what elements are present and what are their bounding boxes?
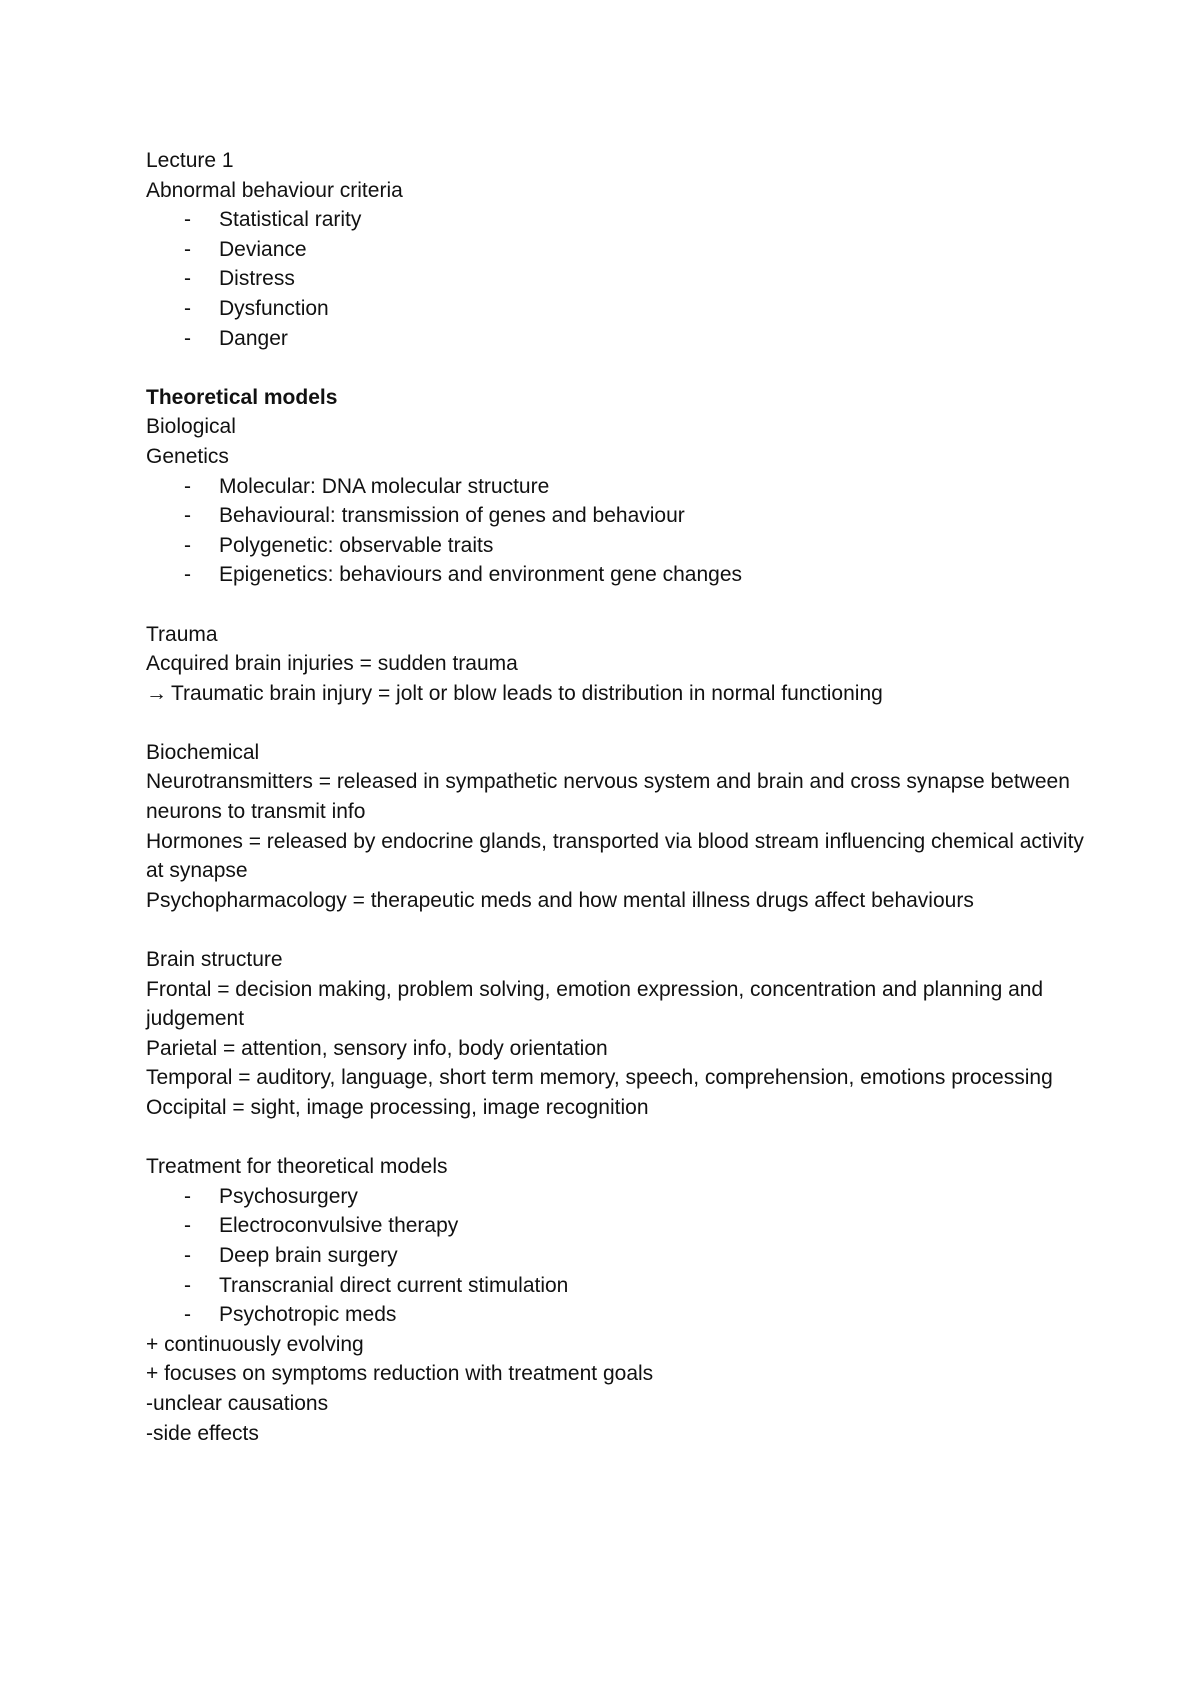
temporal-text: Temporal = auditory, language, short term memory, speech, comprehension, emotions processing bbox=[146, 1066, 1053, 1090]
trauma-line-2 bbox=[146, 679, 1106, 709]
dash-bullet: - bbox=[184, 326, 191, 350]
list-item-text: Deviance bbox=[219, 237, 307, 261]
spacer bbox=[146, 708, 1106, 738]
dash-bullet: - bbox=[184, 474, 191, 498]
dash-bullet: - bbox=[184, 533, 191, 557]
list-item-text: Statistical rarity bbox=[219, 208, 362, 232]
dash-bullet: - bbox=[184, 1214, 191, 1238]
brain-structure-heading: Brain structure bbox=[146, 948, 283, 972]
dash-bullet: - bbox=[184, 1303, 191, 1327]
arrow-right-icon: → bbox=[146, 681, 167, 705]
list-item bbox=[146, 324, 1106, 354]
trauma-line-2-text: Traumatic brain injury = jolt or blow leads to distribution in normal functioning bbox=[171, 681, 883, 705]
list-item bbox=[146, 205, 1106, 235]
list-item-text: Deep brain surgery bbox=[219, 1243, 398, 1267]
list-item bbox=[146, 264, 1106, 294]
neurotransmitters-text: Neurotransmitters = released in sympathetic nervous system and brain and cross synapse between neurons to transmit info bbox=[146, 770, 1070, 824]
spacer bbox=[146, 1123, 1106, 1153]
list-item-text: Behavioural: transmission of genes and behaviour bbox=[219, 504, 685, 528]
list-item-text: Epigenetics: behaviours and environment gene changes bbox=[219, 563, 743, 587]
dash-bullet: - bbox=[184, 267, 191, 291]
parietal-text: Parietal = attention, sensory info, body orientation bbox=[146, 1036, 608, 1060]
list-item-text: Molecular: DNA molecular structure bbox=[219, 474, 550, 498]
genetics-subheading: Genetics bbox=[146, 444, 229, 468]
spacer bbox=[146, 590, 1106, 620]
list-item bbox=[146, 560, 1106, 590]
list-item bbox=[146, 472, 1106, 502]
lecture-title: Lecture 1 bbox=[146, 149, 234, 172]
list-item-text: Distress bbox=[219, 267, 295, 291]
pro-note: + continuously evolving bbox=[146, 1332, 364, 1356]
list-item bbox=[146, 1241, 1106, 1271]
trauma-line-1: Acquired brain injuries = sudden trauma bbox=[146, 652, 518, 676]
dash-bullet: - bbox=[184, 1184, 191, 1208]
occipital-text: Occipital = sight, image processing, image recognition bbox=[146, 1096, 649, 1119]
list-item bbox=[146, 294, 1106, 324]
psychopharmacology-text: Psychopharmacology = therapeutic meds and how mental illness drugs affect behaviours bbox=[146, 888, 974, 912]
abnormal-criteria-list bbox=[146, 205, 1106, 353]
treatment-heading: Treatment for theoretical models bbox=[146, 1155, 448, 1179]
list-item-text: Electroconvulsive therapy bbox=[219, 1214, 459, 1238]
con-note: -unclear causations bbox=[146, 1391, 329, 1415]
theoretical-models-heading: Theoretical models bbox=[146, 385, 338, 409]
pro-note: + focuses on symptoms reduction with treatment goals bbox=[146, 1362, 654, 1386]
hormones-text: Hormones = released by endocrine glands, transported via blood stream influencing chemical activity at synapse bbox=[146, 829, 1084, 883]
list-item-text: Transcranial direct current stimulation bbox=[219, 1273, 569, 1297]
list-item bbox=[146, 1211, 1106, 1241]
trauma-heading: Trauma bbox=[146, 622, 218, 646]
dash-bullet: - bbox=[184, 237, 191, 261]
biochemical-heading: Biochemical bbox=[146, 740, 260, 764]
list-item-text: Dysfunction bbox=[219, 296, 329, 320]
dash-bullet: - bbox=[184, 1243, 191, 1267]
frontal-text: Frontal = decision making, problem solving, emotion expression, concentration and planning and judgement bbox=[146, 977, 1044, 1031]
list-item bbox=[146, 501, 1106, 531]
biological-subheading: Biological bbox=[146, 415, 236, 439]
list-item bbox=[146, 235, 1106, 265]
list-item-text: Polygenetic: observable traits bbox=[219, 533, 494, 557]
list-item-text: Psychosurgery bbox=[219, 1184, 358, 1208]
dash-bullet: - bbox=[184, 1273, 191, 1297]
treatment-list bbox=[146, 1182, 1106, 1330]
list-item bbox=[146, 531, 1106, 561]
list-item-text: Danger bbox=[219, 326, 288, 350]
list-item bbox=[146, 1271, 1106, 1301]
abnormal-criteria-heading: Abnormal behaviour criteria bbox=[146, 178, 403, 202]
list-item bbox=[146, 1182, 1106, 1212]
dash-bullet: - bbox=[184, 208, 191, 232]
dash-bullet: - bbox=[184, 296, 191, 320]
spacer bbox=[146, 915, 1106, 945]
genetics-list bbox=[146, 472, 1106, 590]
document-page bbox=[146, 146, 1106, 1448]
con-note: -side effects bbox=[146, 1421, 259, 1445]
dash-bullet: - bbox=[184, 563, 191, 587]
list-item bbox=[146, 1300, 1106, 1330]
spacer bbox=[146, 353, 1106, 383]
list-item-text: Psychotropic meds bbox=[219, 1303, 397, 1327]
dash-bullet: - bbox=[184, 504, 191, 528]
